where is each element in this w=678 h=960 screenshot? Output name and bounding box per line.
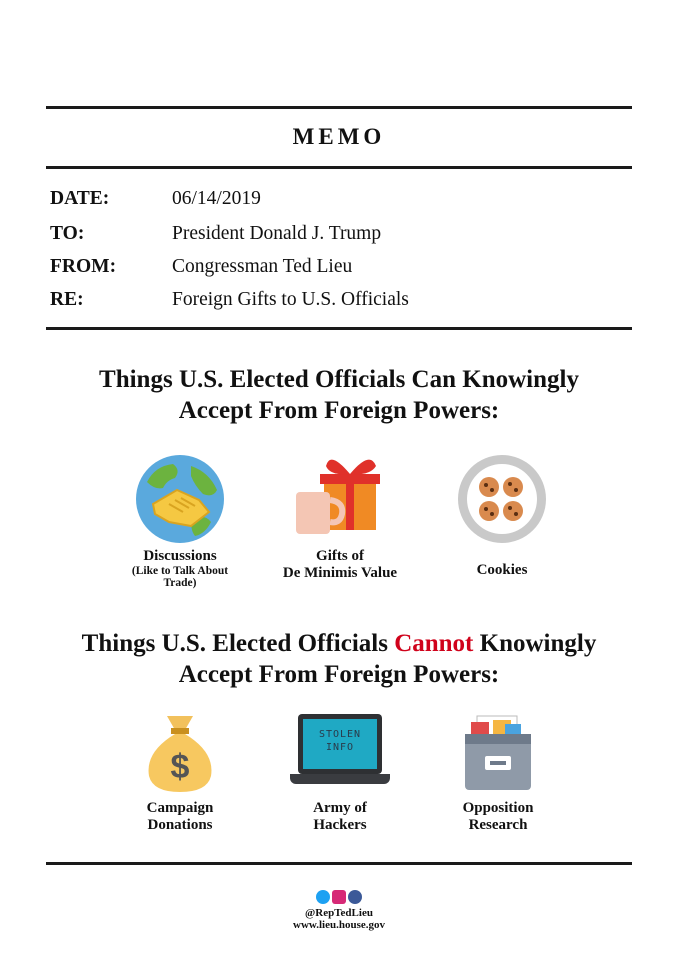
twitter-icon[interactable] xyxy=(316,890,330,904)
re-label: RE: xyxy=(50,289,84,310)
cannot-title-line1 xyxy=(0,628,678,659)
cookies-item xyxy=(422,452,582,579)
file-cabinet-icon xyxy=(455,710,541,796)
laptop-screen-line2: INFO xyxy=(325,742,355,753)
money-bag-icon xyxy=(137,710,223,796)
gifts-label-1: Gifts of xyxy=(316,548,364,564)
hackers-label-2: Hackers xyxy=(313,817,367,833)
campaign-label-2: Donations xyxy=(147,817,213,833)
date-label: DATE: xyxy=(50,188,110,209)
instagram-icon[interactable] xyxy=(332,890,346,904)
cannot-title-pre: Things U.S. Elected Officials xyxy=(81,630,395,657)
website-link[interactable]: www.lieu.house.gov xyxy=(293,919,385,931)
twitter-handle: @RepTedLieu xyxy=(305,907,373,919)
social-icons xyxy=(0,890,678,904)
opposition-research-item xyxy=(418,710,578,834)
to-label: TO: xyxy=(50,223,85,244)
laptop-screen-line1: STOLEN xyxy=(318,729,362,740)
cannot-title-red: Cannot xyxy=(394,630,474,657)
gift-mug-icon xyxy=(290,446,390,546)
handshake-globe-icon xyxy=(133,452,227,546)
from-label: FROM: xyxy=(50,256,117,277)
discussions-sublabel-1: (Like to Talk About xyxy=(131,565,229,577)
hackers-label-1: Army of xyxy=(313,800,367,816)
date-value: 06/14/2019 xyxy=(172,188,261,209)
to-value: President Donald J. Trump xyxy=(172,223,382,244)
from-value: Congressman Ted Lieu xyxy=(172,256,353,277)
re-value: Foreign Gifts to U.S. Officials xyxy=(172,289,409,310)
discussions-label: Discussions xyxy=(143,548,217,564)
laptop-icon xyxy=(290,712,390,796)
campaign-donations-item xyxy=(100,710,260,834)
memo-title: MEMO xyxy=(292,124,386,149)
can-title-line2: Accept From Foreign Powers: xyxy=(178,397,500,424)
can-section-title xyxy=(0,364,678,426)
cookies-plate-icon xyxy=(455,452,549,546)
cannot-section-title xyxy=(0,628,678,690)
hackers-item xyxy=(260,712,420,834)
discussions-item xyxy=(100,452,260,589)
facebook-icon[interactable] xyxy=(348,890,362,904)
gifts-label-2: De Minimis Value xyxy=(282,565,398,581)
opposition-label-2: Research xyxy=(468,817,528,833)
footer-rule xyxy=(46,862,632,865)
cannot-title-post: Knowingly xyxy=(473,630,597,657)
cookies-label: Cookies xyxy=(476,562,528,578)
discussions-sublabel-2: Trade) xyxy=(163,577,197,589)
cannot-title-line2: Accept From Foreign Powers: xyxy=(178,661,500,688)
footer xyxy=(0,890,678,931)
top-rule xyxy=(46,106,632,109)
campaign-label-1: Campaign xyxy=(146,800,214,816)
gifts-item xyxy=(260,446,420,582)
section-rule xyxy=(46,327,632,330)
header-rule xyxy=(46,166,632,169)
svg-text:$: $ xyxy=(170,748,190,786)
can-title-line1: Things U.S. Elected Officials Can Knowingly xyxy=(99,366,579,393)
opposition-label-1: Opposition xyxy=(462,800,534,816)
